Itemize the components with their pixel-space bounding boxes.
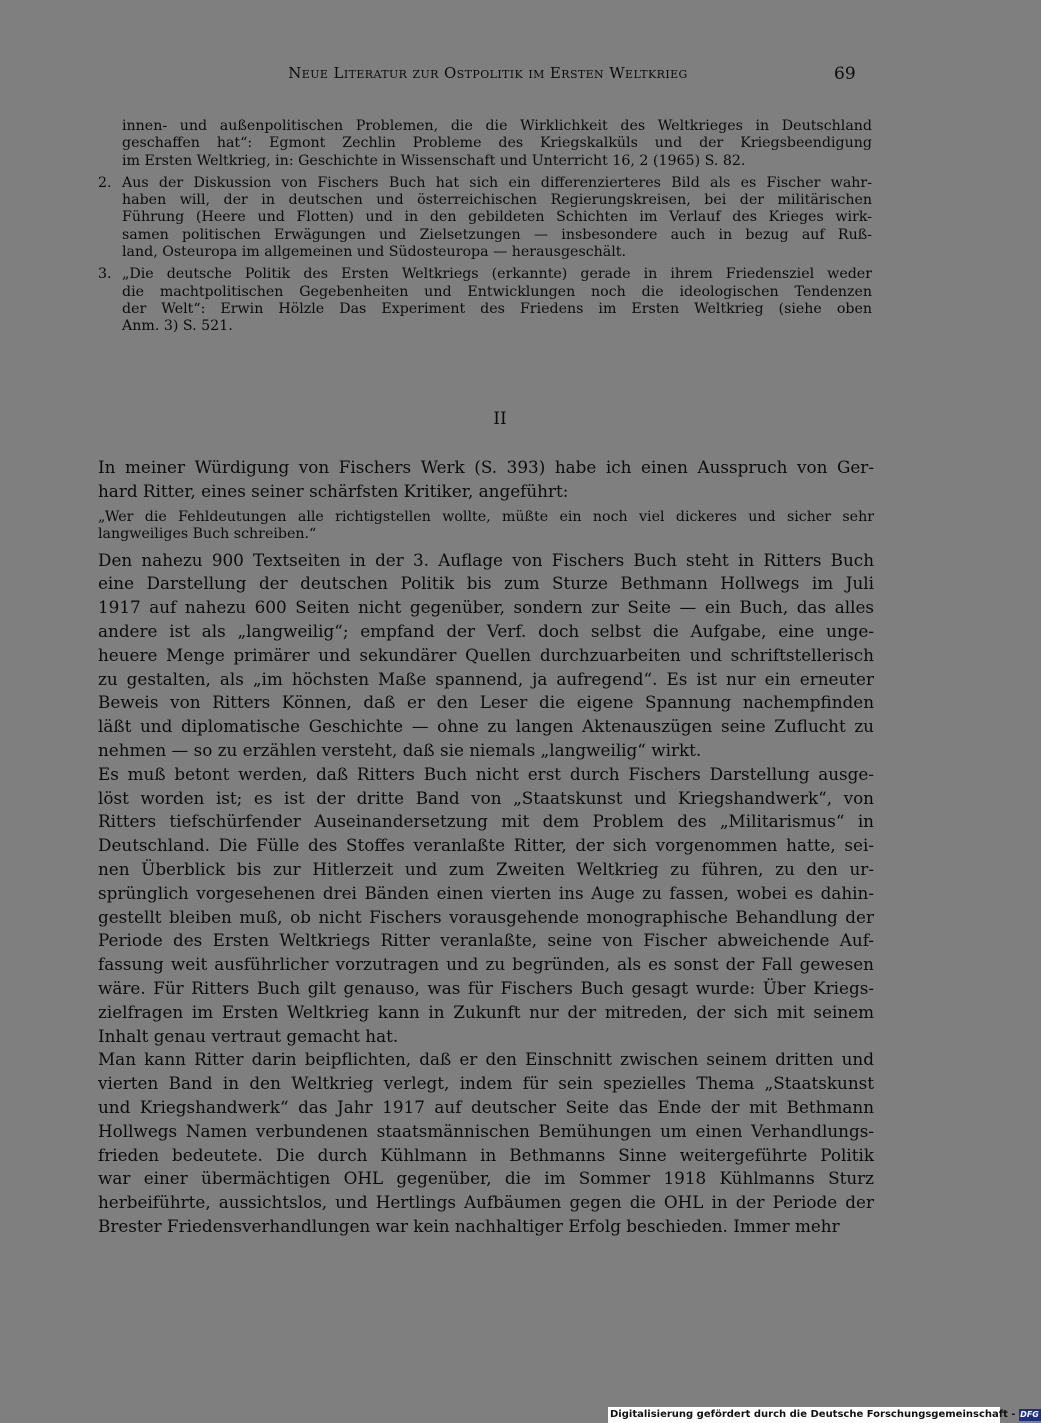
text-line: Periode des Ersten Weltkriegs Ritter veranlaßte, seine von Fischer abweichende Auf-: [98, 930, 874, 951]
footnote-number: 2.: [98, 174, 112, 191]
running-head: Neue Literatur zur Ostpolitik im Ersten Weltkrieg: [288, 64, 688, 82]
quote-line: „Wer die Fehldeutungen alle richtigstellen wollte, müßte ein noch viel dickeres und sicher sehr: [98, 508, 874, 525]
text-line: eine Darstellung der deutschen Politik bis zum Sturze Bethmann Hollwegs im Juli: [98, 573, 874, 594]
funding-footer: [608, 1407, 1039, 1423]
text-line: zielfragen im Ersten Weltkrieg kann in Zukunft nur der mitreden, der sich mit seinem: [98, 1001, 874, 1022]
footnote-line: im Ersten Weltkrieg, in: Geschichte in Wissenschaft und Unterricht 16, 2 (1965) S. 82.: [122, 152, 746, 169]
footnote-line: Anm. 3) S. 521.: [122, 318, 233, 335]
footnote-line: der Welt“: Erwin Hölzle Das Experiment des Friedens im Ersten Weltkrieg (siehe oben: [122, 300, 872, 317]
text-line: nen Überblick bis zur Hitlerzeit und zum Zweiten Weltkrieg zu führen, zu den ur-: [98, 858, 874, 879]
paragraph: [98, 1048, 874, 1238]
footnote-line: samen politischen Erwägungen und Zielsetzungen — insbesondere auch in bezug auf Ruß-: [122, 226, 872, 243]
text-line: wäre. Für Ritters Buch gilt genauso, was für Fischers Buch gesagt wurde: Über Kriegs-: [98, 977, 874, 998]
text-line: herbeiführte, aussichtslos, und Hertlings Aufbäumen gegen die OHL in der Periode der: [98, 1192, 874, 1213]
text-line: Beweis von Ritters Können, daß er den Leser die eigene Spannung nachempfinden: [98, 692, 874, 713]
footnote-line: haben will, der in deutschen und österreichischen Regierungskreisen, bei der militärischen: [122, 192, 872, 209]
text-line: sprünglich vorgesehenen drei Bänden einen vierten ins Auge zu fassen, wobei es dahin-: [98, 882, 874, 903]
text-line: Inhalt genau vertraut gemacht hat.: [98, 1025, 399, 1046]
quote-line: langweiliges Buch schreiben.“: [98, 526, 317, 543]
paragraphs: [98, 549, 874, 1239]
footnote-line: Aus der Diskussion von Fischers Buch hat sich ein differenzierteres Bild als es Fischer wahr-: [122, 174, 872, 191]
footnote-line: land, Osteuropa im allgemeinen und Südosteuropa — herausgeschält.: [122, 244, 627, 261]
footnote-line: Führung (Heere und Flotten) und in den gebildeten Schichten im Verlauf des Krieges wirk-: [122, 209, 872, 226]
text-line: zu gestalten, als „im höchsten Maße spannend, ja aufregend“. Es ist nur ein erneuter: [98, 668, 874, 689]
dfg-logo: DFG: [1020, 1410, 1039, 1419]
text-line: vierten Band in den Weltkrieg verlegt, indem für sein spezielles Thema „Staatskunst: [98, 1073, 874, 1094]
body-text: [98, 456, 874, 1239]
text-line: In meiner Würdigung von Fischers Werk (S. 393) habe ich einen Ausspruch von Ger-: [98, 457, 874, 477]
footnote-line: innen- und außenpolitischen Problemen, die die Wirklichkeit des Weltkrieges in Deutschland: [122, 118, 872, 134]
footnote: [98, 175, 872, 261]
text-line: heuere Menge primärer und sekundärer Quellen durchzuarbeiten und schriftstellerisch: [98, 644, 874, 665]
footnote-line: „Die deutsche Politik des Ersten Weltkriegs (erkannte) gerade in ihrem Friedensziel weder: [122, 266, 872, 283]
paragraph: [98, 549, 874, 763]
text-line: Man kann Ritter darin beipflichten, daß er den Einschnitt zwischen seinem dritten und: [98, 1049, 874, 1070]
footnotes: [98, 118, 872, 341]
text-line: Brester Friedensverhandlungen war kein nachhaltiger Erfolg beschieden. Immer mehr: [98, 1215, 840, 1236]
text-line: Es muß betont werden, daß Ritters Buch nicht erst durch Fischers Darstellung ausge-: [98, 763, 874, 784]
text-line: andere ist als „langweilig“; empfand der Verf. doch selbst die Aufgabe, eine unge-: [98, 620, 874, 641]
funding-text: Digitalisierung gefördert durch die Deutsche Forschungsgemeinschaft -: [610, 1409, 1016, 1420]
text-line: und Kriegshandwerk“ das Jahr 1917 auf deutscher Seite das Ende der mit Bethmann: [98, 1096, 874, 1117]
footnote-number: 3.: [98, 266, 112, 283]
text-line: Den nahezu 900 Textseiten in der 3. Auflage von Fischers Buch steht in Ritters Buch: [98, 549, 874, 570]
text-line: Ritters tiefschürfender Auseinandersetzung mit dem Problem des „Militarismus“ in: [98, 811, 874, 832]
footnote: [98, 118, 872, 170]
section-number: II: [493, 409, 507, 429]
page-number: 69: [834, 64, 856, 84]
text-line: gestellt bleiben muß, ob nicht Fischers vorausgehende monographische Behandlung der: [98, 906, 874, 927]
paragraph: [98, 763, 874, 1049]
text-line: Hollwegs Namen verbundenen staatsmännischen Bemühungen um einen Verhandlungs-: [98, 1120, 874, 1141]
text-line: frieden bedeutete. Die durch Kühlmann in Bethmanns Sinne weitergeführte Politik: [98, 1144, 874, 1165]
text-line: war einer übermächtigen OHL gegenüber, die im Sommer 1918 Kühlmanns Sturz: [98, 1168, 874, 1189]
block-quote: [98, 509, 874, 544]
text-line: hard Ritter, eines seiner schärfsten Kritiker, angeführt:: [98, 480, 569, 501]
footnote-line: die machtpolitischen Gegebenheiten und Entwicklungen noch die ideologischen Tendenzen: [122, 283, 872, 300]
text-line: Deutschland. Die Fülle des Stoffes veranlaßte Ritter, der sich vorgenommen hatte, sei-: [98, 835, 874, 856]
text-line: 1917 auf nahezu 600 Seiten nicht gegenüber, sondern zur Seite — ein Buch, das alles: [98, 597, 874, 618]
text-line: löst worden ist; es ist der dritte Band von „Staatskunst und Kriegshandwerk“, von: [98, 787, 874, 808]
text-line: läßt und diplomatische Geschichte — ohne zu langen Aktenauszügen seine Zuflucht zu: [98, 716, 874, 737]
footnote-line: geschaffen hat“: Egmont Zechlin Probleme des Kriegskalküls und der Kriegsbeendigung: [122, 135, 872, 152]
text-line: nehmen — so zu erzählen versteht, daß sie niemals „langweilig“ wirkt.: [98, 739, 702, 760]
text-line: fassung weit ausführlicher vorzutragen und zu begründen, als es sonst der Fall gewesen: [98, 954, 874, 975]
footnote: [98, 266, 872, 335]
intro-paragraph: [98, 456, 874, 504]
